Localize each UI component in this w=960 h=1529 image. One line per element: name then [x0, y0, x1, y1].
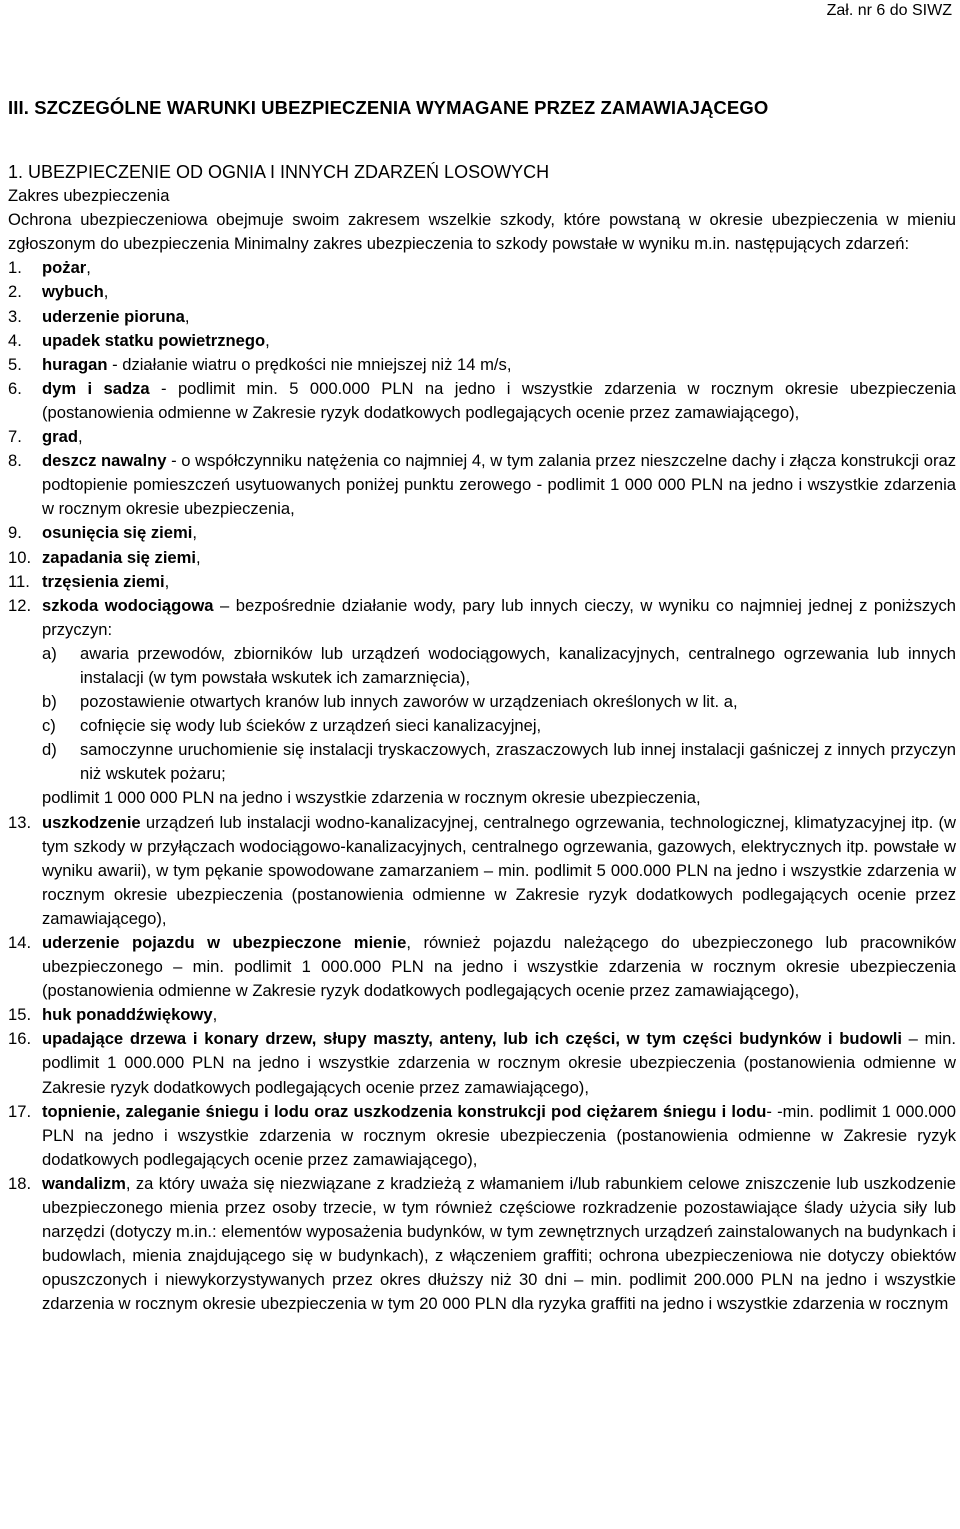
- list-item-number: 14.: [8, 933, 32, 952]
- list-item-text: - -min. podlimit 1 000.000 PLN na jedno i wszystkie zdarzenia w rocznym okresie ubezpieczenia (postanowienia odmienne w Zakresie ryzyk dodatkowych podlegających ocenie przez zamawiającego),: [42, 1101, 956, 1169]
- document-content: [8, 160, 956, 1317]
- list-item-number: 4.: [8, 330, 22, 350]
- list-item-term: huragan: [42, 354, 108, 374]
- list-item-text: ,: [196, 547, 201, 567]
- sublist-item-text: awaria przewodów, zbiorników lub urządzeń wodociągowych, kanalizacyjnych, centralnego ogrzewania lub innych instalacji (w tym powstała wskutek ich zamarznięcia),: [80, 643, 956, 687]
- list-item: [8, 256, 956, 280]
- list-item-term: topnienie, zaleganie śniegu i lodu oraz uszkodzenia konstrukcji pod ciężarem śniegu i lodu: [42, 1101, 767, 1121]
- list-item-text: - podlimit min. 5 000.000 PLN na jedno i wszystkie zdarzenia w rocznym okresie ubezpieczenia (postanowienia odmienne w Zakresie ryzyk dodatkowych podlegających ocenie przez zamawiającego),: [42, 378, 956, 422]
- list-item: [8, 811, 956, 931]
- list-item-term: uszkodzenie: [42, 812, 141, 832]
- list-item: [8, 305, 956, 329]
- list-item-text: – bezpośrednie działanie wody, pary lub innych cieczy, w wyniku co najmniej jednej z poniższych przyczyn:: [42, 595, 956, 639]
- list-item-term: pożar: [42, 258, 87, 278]
- list-item-number: 7.: [8, 427, 22, 447]
- list-item-number: 2.: [8, 282, 22, 302]
- list-item-term: szkoda wodociągowa: [42, 595, 214, 615]
- list-item-text: , również pojazdu należącego do ubezpieczonego lub pracowników ubezpieczonego – min. podlimit 1 000.000 PLN na jedno i wszystkie zdarzenia w rocznym okresie ubezpieczenia (postanowienia odmienne w Zakresie ryzyk dodatkowych podlegających ocenie przez zamawiającego),: [42, 933, 957, 1001]
- list-item-number: 17.: [8, 1101, 32, 1121]
- list-item-text: ,: [192, 523, 197, 543]
- list-item-number: 6.: [8, 378, 22, 398]
- list-item-number: 12.: [8, 595, 32, 615]
- heading-fire-insurance: 1. UBEZPIECZENIE OD OGNIA I INNYCH ZDARZEŃ LOSOWYCH: [8, 162, 550, 182]
- list-item: [8, 425, 956, 449]
- list-item: [8, 353, 956, 377]
- list-item-text: urządzeń lub instalacji wodno-kanalizacyjnej, centralnego ogrzewania, technologicznej, klimatyzacyjnej itp. (w tym szkody w przyłączach wodociągowo-kanalizacyjnych, centralnego ogrzewania, gazowych, elektrycznych itp. powstałe w wyniku awarii), w tym pękanie spowodowane zamarzaniem – min. podlimit 5 000.000 PLN na jedno i wszystkie zdarzenia w rocznym okresie ubezpieczenia (postanowienia odmienne w Zakresie ryzyk dodatkowych podlegających ocenie przez zamawiającego),: [42, 812, 956, 928]
- list-item-number: 18.: [8, 1173, 32, 1193]
- list-item: [8, 570, 956, 594]
- list-item-term: huk ponaddźwiękowy: [42, 1005, 213, 1025]
- list-item: [8, 521, 956, 545]
- list-item-number: 9.: [8, 523, 22, 543]
- scope-label: Zakres ubezpieczenia: [8, 186, 170, 206]
- list-item-term: upadek statku powietrznego: [42, 330, 266, 350]
- list-item-term: upadające drzewa i konary drzew, słupy maszty, anteny, lub ich części, w tym części budynków i budowli: [42, 1029, 902, 1049]
- list-item-number: 8.: [8, 451, 22, 471]
- list-item: [8, 1027, 956, 1099]
- list-item-number: 11.: [8, 571, 30, 591]
- list-item-text: - o współczynniku natężenia co najmniej 4, w tym zalania przez nieszczelne dachy i złącza konstrukcji oraz podtopienie pomieszczeń usytuowanych poniżej punktu zerowego - podlimit 1 000 000 PLN na jedno i wszystkie zdarzenia w rocznym okresie ubezpieczenia,: [42, 451, 956, 519]
- list-item: [8, 377, 956, 425]
- list-item: [8, 1172, 956, 1317]
- list-item-text: ,: [86, 258, 91, 278]
- list-item-number: 3.: [8, 306, 22, 326]
- list-item-text: ,: [77, 427, 83, 447]
- events-list-continued: [8, 811, 956, 1317]
- list-item-number: 16.: [8, 1029, 32, 1049]
- events-list: [8, 256, 956, 642]
- sublist-item-text: samoczynne uruchomienie się instalacji tryskaczowych, zraszaczowych lub innej instalacji gaśniczej z innych przyczyn niż wskutek pożaru;: [80, 740, 956, 784]
- list-item-number: 1.: [8, 258, 22, 278]
- list-item-text: ,: [103, 282, 109, 302]
- sublist-item-text: cofnięcie się wody lub ścieków z urządzeń sieci kanalizacyjnej,: [80, 716, 542, 736]
- list-item-text: ,: [184, 306, 190, 326]
- list-item: [8, 449, 956, 521]
- list-item-term: osunięcia się ziemi: [42, 523, 193, 543]
- sublist-item: [8, 714, 956, 738]
- list-item-text: , za który uważa się niezwiązane z kradzieżą z włamaniem i/lub rabunkiem celowe zniszczenie lub uszkodzenie ubezpieczonego mienia przez osoby trzecie, w tym również częściowe rozkradzenie pozostawiające ślady użycia siły lub narzędzi (dotyczy m.in.: elementów wyposażenia budynków, w tym zewnętrznych urządzeń zainstalowanych na budynkach i budowlach, mienia znajdującego się w budynkach), z włączeniem graffiti; ochrona ubezpieczeniowa nie dotyczy obiektów opuszczonych i niewykorzystywanych przez okres dłuższy niż 30 dni – min. podlimit 200.000 PLN na jedno i wszystkie zdarzenia w rocznym okresie ubezpieczenia w tym 20 000 PLN dla ryzyka graffiti na jedno i wszystkie zdarzenia w rocznym: [42, 1173, 956, 1314]
- list-item-term: uderzenie pojazdu w ubezpieczone mienie: [42, 933, 407, 952]
- list-item-text: - działanie wiatru o prędkości nie mniejszej niż 14 m/s,: [107, 354, 512, 374]
- sublist-item: [8, 690, 956, 714]
- sublist-item-letter: b): [42, 692, 57, 712]
- list-item: [8, 1003, 956, 1027]
- list-item-term: zapadania się ziemi: [42, 547, 197, 567]
- list-item: [8, 280, 956, 304]
- list-item-text: ,: [164, 571, 170, 591]
- sublist-item-text: pozostawienie otwartych kranów lub innych zaworów w urządzeniach określonych w lit. a,: [80, 692, 738, 712]
- attachment-label: Zał. nr 6 do SIWZ: [826, 2, 952, 19]
- list-item-term: wandalizm: [42, 1173, 126, 1193]
- item12-sublist: [8, 642, 956, 787]
- section-title: III. SZCZEGÓLNE WARUNKI UBEZPIECZENIA WYMAGANE PRZEZ ZAMAWIAJĄCEGO: [8, 97, 769, 118]
- list-item-number: 5.: [8, 354, 22, 374]
- sublist-item: [8, 642, 956, 690]
- list-item-term: deszcz nawalny: [42, 451, 167, 471]
- list-item: [8, 594, 956, 642]
- sublist-item-letter: c): [42, 716, 56, 736]
- list-item: [8, 546, 956, 570]
- list-item-text: ,: [212, 1005, 218, 1025]
- list-item-term: grad: [42, 427, 78, 447]
- list-item-term: trzęsienia ziemi: [42, 571, 165, 591]
- list-item: [8, 931, 956, 1003]
- list-item-number: 13.: [8, 812, 32, 832]
- list-item-term: dym i sadza: [42, 378, 150, 398]
- sublist-item-letter: d): [42, 740, 57, 760]
- list-item-text: ,: [265, 330, 270, 350]
- list-item: [8, 329, 956, 353]
- list-item-number: 15.: [8, 1005, 32, 1025]
- intro-paragraph: Ochrona ubezpieczeniowa obejmuje swoim zakresem wszelkie szkody, które powstaną w okresie ubezpieczenia w mieniu zgłoszonym do ubezpieczenia Minimalny zakres ubezpieczenia to szkody powstałe w wyniku m.in. następujących zdarzeń:: [8, 210, 956, 254]
- item12-limit: podlimit 1 000 000 PLN na jedno i wszystkie zdarzenia w rocznym okresie ubezpieczenia,: [42, 788, 701, 808]
- list-item-term: wybuch: [42, 282, 104, 302]
- list-item-number: 10.: [8, 547, 32, 567]
- list-item-text: – min. podlimit 1 000.000 PLN na jedno i wszystkie zdarzenia w rocznym okresie ubezpieczenia (postanowienia odmienne w Zakresie ryzyk dodatkowych podlegających ocenie przez zamawiającego),: [42, 1029, 956, 1097]
- list-item-term: uderzenie pioruna: [42, 306, 185, 326]
- list-item: [8, 1100, 956, 1172]
- sublist-item-letter: a): [42, 643, 57, 663]
- sublist-item: [8, 738, 956, 786]
